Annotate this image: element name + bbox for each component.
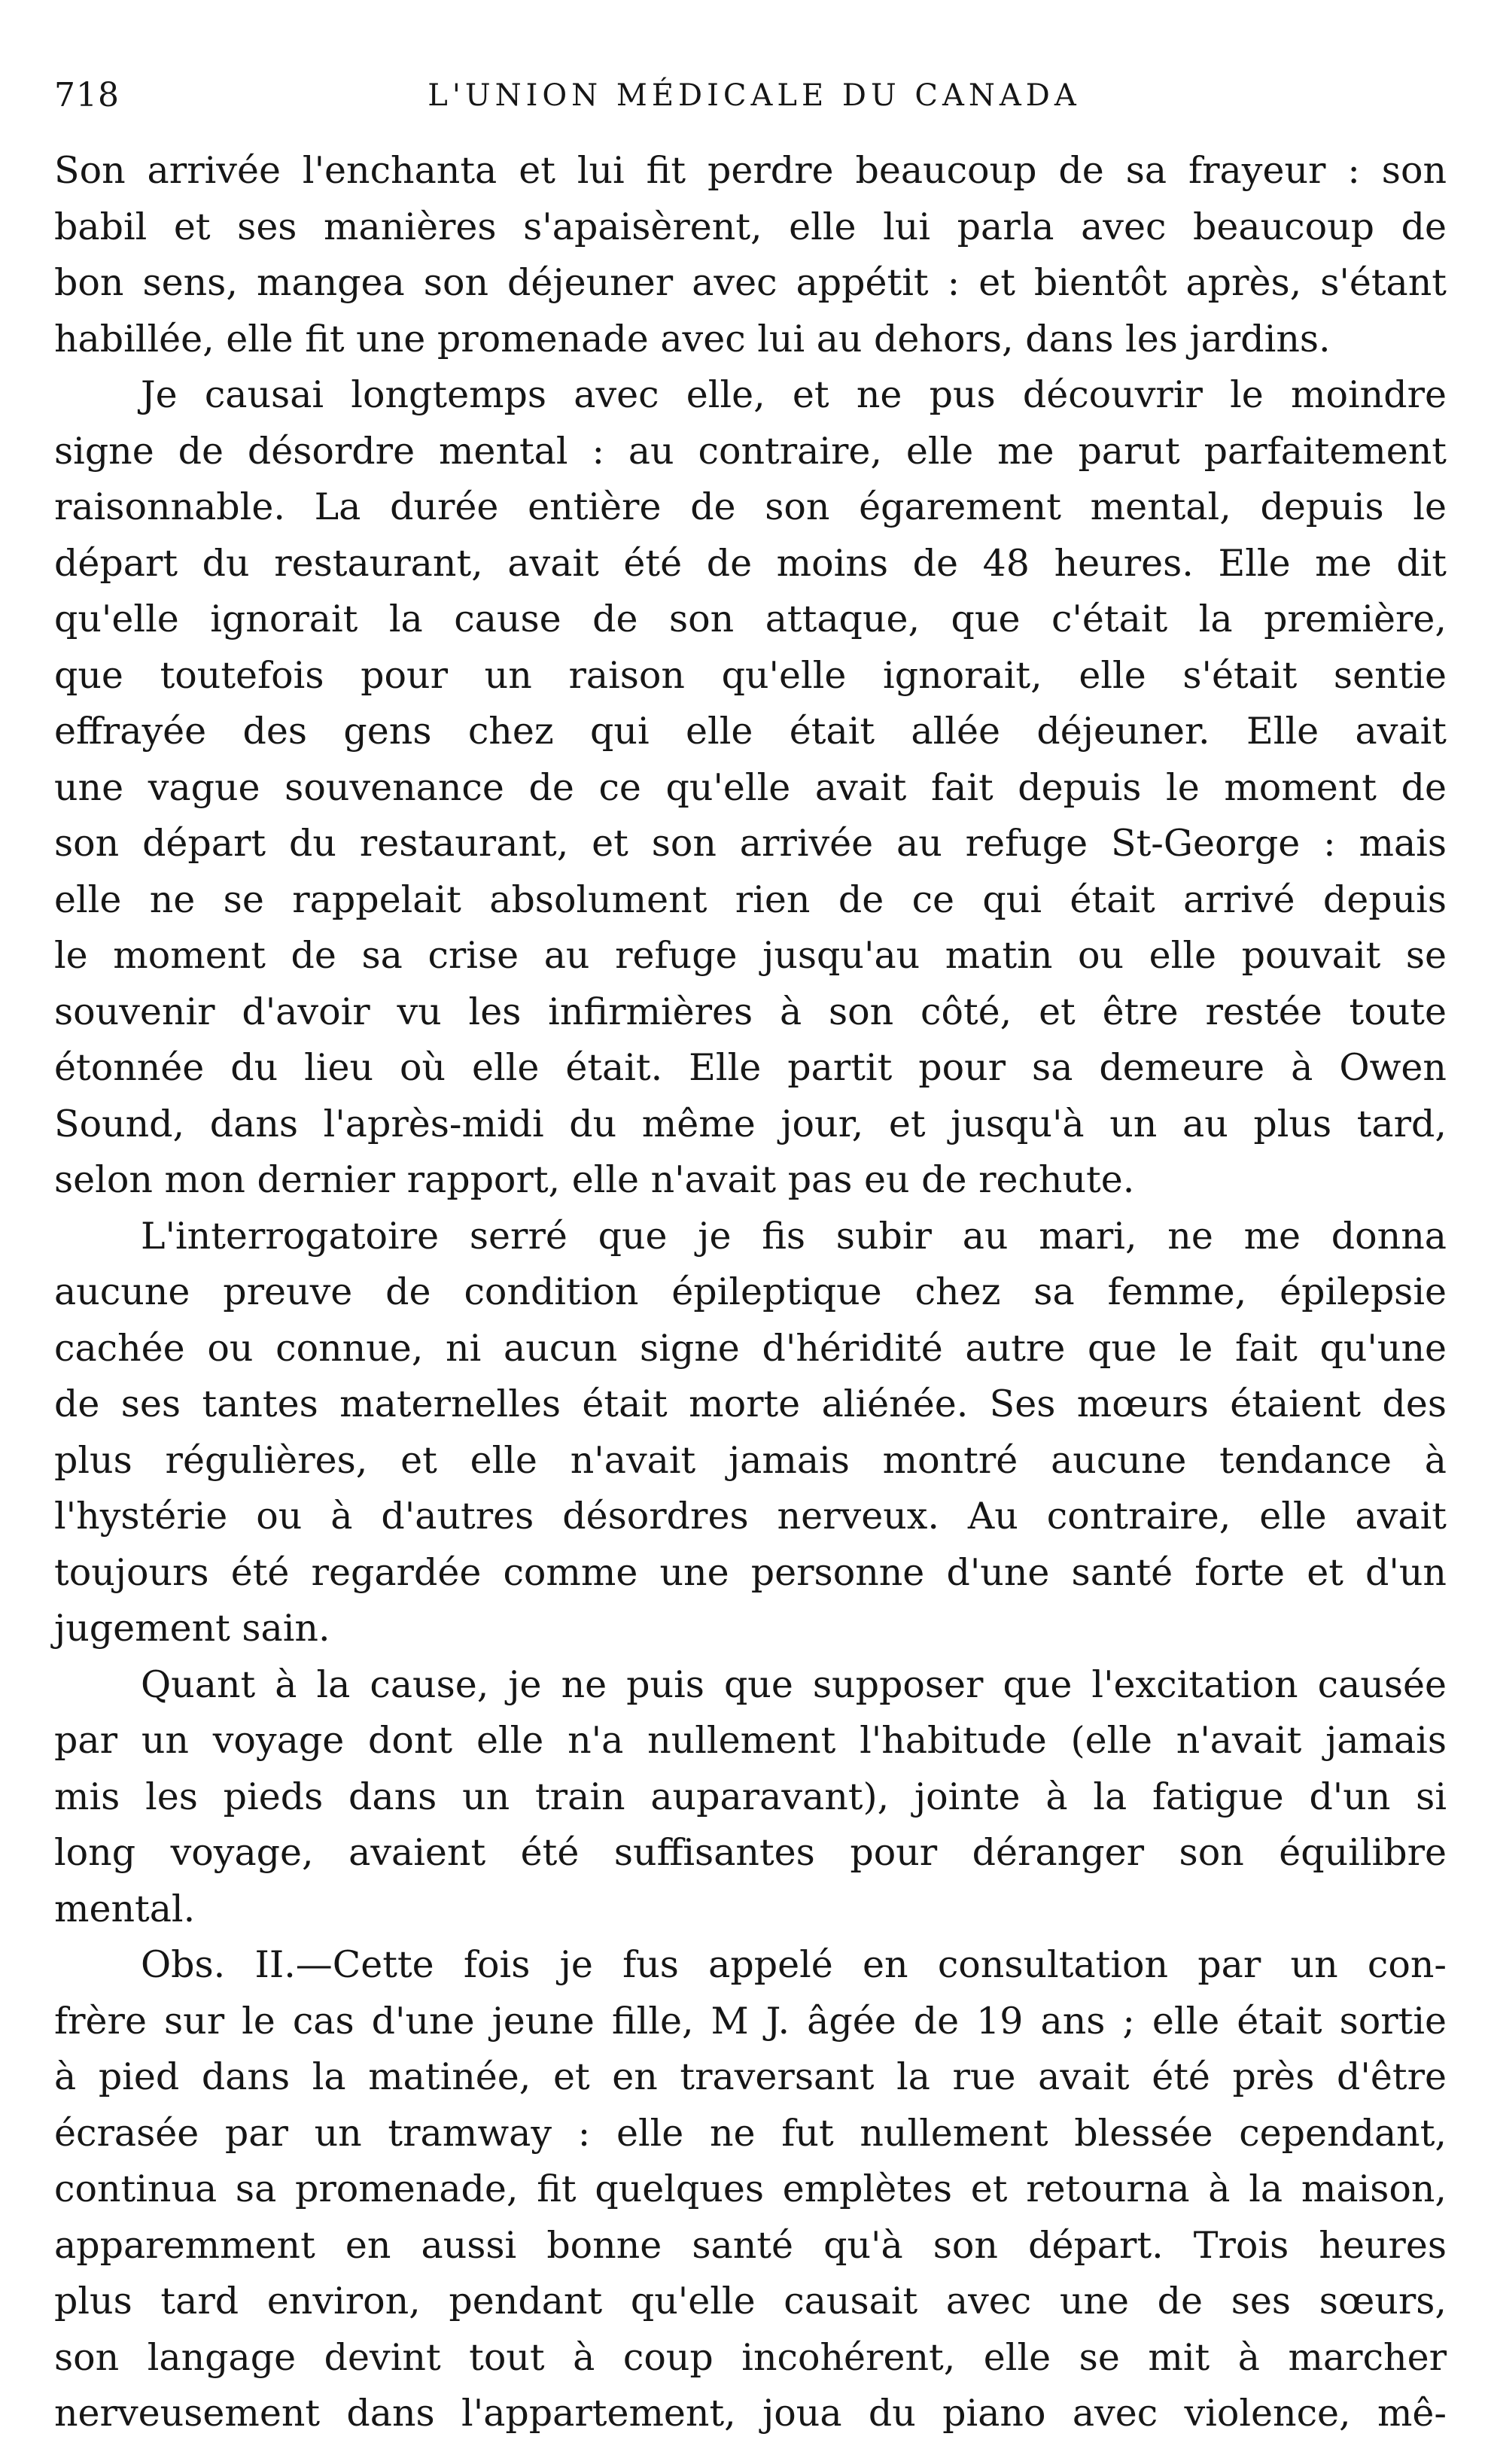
text-line: le moment de sa crise au refuge jusqu'au matin ou elle pouvait se [54, 934, 1447, 977]
text-line: plus tard environ, pendant qu'elle causait avec une de ses sœurs, [54, 2280, 1447, 2323]
text-line: mental. [54, 1887, 196, 1930]
text-line: plus régulières, et elle n'avait jamais montré aucune tendance à [54, 1438, 1447, 1482]
text-line: aucune preuve de condition épileptique chez sa femme, épilepsie [54, 1270, 1447, 1313]
text-line: Quant à la cause, je ne puis que supposer que l'excitation causée [141, 1662, 1447, 1706]
text-line: babil et ses manières s'apaisèrent, elle lui parla avec beaucoup de [54, 205, 1447, 248]
text-line: qu'elle ignorait la cause de son attaque, que c'était la première, [54, 598, 1447, 640]
text-line: Son arrivée l'enchanta et lui fit perdre beaucoup de sa frayeur : son [54, 149, 1447, 192]
text-line: que toutefois pour un raison qu'elle ignorait, elle s'était sentie [54, 653, 1447, 697]
text-line: effrayée des gens chez qui elle était allée déjeuner. Elle avait [54, 710, 1447, 753]
text-line: habillée, elle fit une promenade avec lui au dehors, dans les jardins. [54, 317, 1331, 360]
text-line: mis les pieds dans un train auparavant), jointe à la fatigue d'un si [54, 1775, 1447, 1818]
page-header [54, 69, 1454, 122]
text-line: raisonnable. La durée entière de son égarement mental, depuis le [54, 485, 1447, 528]
text-line: toujours été regardée comme une personne d'une santé forte et d'un [54, 1550, 1447, 1594]
text-line: apparemment en aussi bonne santé qu'à son départ. Trois heures [54, 2223, 1447, 2267]
text-line: étonnée du lieu où elle était. Elle partit pour sa demeure à Owen [54, 1046, 1447, 1089]
text-line: long voyage, avaient été suffisantes pour déranger son équilibre [54, 1831, 1447, 1874]
text-line: une vague souvenance de ce qu'elle avait fait depuis le moment de [54, 765, 1447, 809]
text-line: jugement sain. [54, 1607, 330, 1650]
text-line: à pied dans la matinée, et en traversant la rue avait été près d'être [54, 2055, 1447, 2098]
text-line: nerveusement dans l'appartement, joua du piano avec violence, mê- [54, 2392, 1447, 2435]
body-text [54, 143, 1447, 2442]
text-line: l'hystérie ou à d'autres désordres nerveux. Au contraire, elle avait [54, 1495, 1447, 1538]
text-line: souvenir d'avoir vu les infirmières à son côté, et être restée toute [54, 990, 1447, 1033]
text-line: Sound, dans l'après-midi du même jour, et jusqu'à un au plus tard, [54, 1102, 1447, 1145]
text-line: son langage devint tout à coup incohérent, elle se mit à marcher [54, 2335, 1447, 2379]
text-line: cachée ou connue, ni aucun signe d'héridité autre que le fait qu'une [54, 1326, 1447, 1370]
text-line: L'interrogatoire serré que je fis subir au mari, ne me donna [141, 1214, 1447, 1258]
text-line: son départ du restaurant, et son arrivée au refuge St-George : mais [54, 822, 1447, 865]
text-line: départ du restaurant, avait été de moins de 48 heures. Elle me dit [54, 541, 1447, 585]
running-head: L'UNION MÉDICALE DU CANADA [428, 78, 1081, 113]
text-line: selon mon dernier rapport, elle n'avait pas eu de rechute. [54, 1158, 1135, 1201]
text-line: par un voyage dont elle n'a nullement l'habitude (elle n'avait jamais [54, 1719, 1447, 1762]
text-line: bon sens, mangea son déjeuner avec appétit : et bientôt après, s'étant [54, 261, 1447, 304]
text-line: elle ne se rappelait absolument rien de ce qui était arrivé depuis [54, 878, 1447, 921]
text-line: Je causai longtemps avec elle, et ne pus découvrir le moindre [141, 373, 1447, 416]
page-number: 718 [54, 76, 120, 114]
text-line: de ses tantes maternelles était morte aliénée. Ses mœurs étaient des [54, 1383, 1447, 1425]
text-line: signe de désordre mental : au contraire, elle me parut parfaitement [54, 429, 1447, 473]
text-line: frère sur le cas d'une jeune fille, M J. âgée de 19 ans ; elle était sortie [54, 1999, 1447, 2043]
text-line: continua sa promenade, fit quelques emplètes et retourna à la maison, [54, 2167, 1447, 2210]
text-line: écrasée par un tramway : elle ne fut nullement blessée cependant, [54, 2111, 1447, 2155]
text-line: Obs. II.—Cette fois je fus appelé en consultation par un con- [141, 1943, 1447, 1986]
